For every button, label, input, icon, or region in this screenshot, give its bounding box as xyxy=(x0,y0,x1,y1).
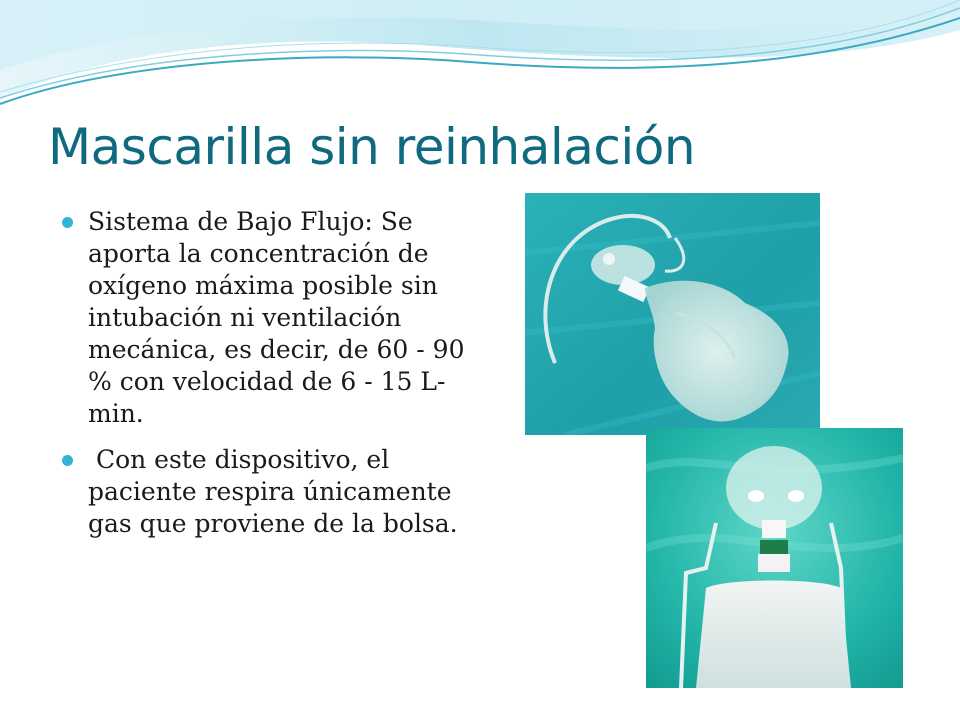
header-wave-decoration xyxy=(0,0,960,130)
slide-title: Mascarilla sin reinhalación xyxy=(48,118,696,176)
bullet-item xyxy=(62,206,482,430)
mask-photo-bottom xyxy=(646,428,903,688)
bullet-dot-icon xyxy=(62,455,73,466)
bullet-list xyxy=(62,206,482,554)
bullet-text: Con este dispositivo, el paciente respira únicamente gas que proviene de la bolsa. xyxy=(88,445,460,538)
bullet-item xyxy=(62,444,482,540)
bullet-dot-icon xyxy=(62,217,73,228)
mask-photo-top xyxy=(525,193,820,435)
bullet-text: Sistema de Bajo Flujo: Se aporta la concentración de oxígeno máxima posible sin intubación ni ventilación mecánica, es decir, de 60 - 90 % con velocidad de 6 - 15 L-min. xyxy=(88,207,465,428)
